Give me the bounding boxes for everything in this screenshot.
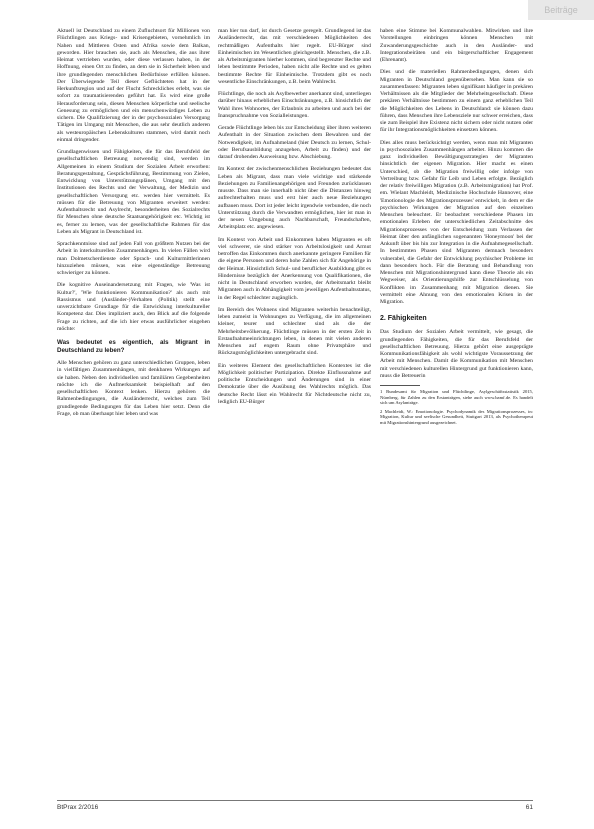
- paragraph: Im Kontext von Arbeit und Einkommen haben Migranten es oft viel schwerer, sie sind stärker von Arbeitslosigkeit und Armut betroffen das Einkommen durch anerkannte geringere Familien für die eigene Personen und deren hohe Zahlen sich für Angehörige in der Heimat. Hinsichtlich Schul- und beruflicher Ausbildung gibt es Hindernisse bezüglich der Anerkennung von Qualifikationen, die nicht in Deutschland erworben wurden, der Arbeitsmarkt bleibt Migranten auch in Abhängigkeit vom jeweiligen Aufenthaltsstatus, in der Regel schlechter zugänglich.: [218, 236, 371, 301]
- paragraph: Grundlagenwissen und Fähigkeiten, die für das Berufsfeld der gesellschaftlichen Betreuung notwendig sind, werden im Allgemeinen in einem Studium der Sozialen Arbeit erworben: Beratungsgestaltung, Gesprächsführung, Bestimmung von Zielen, Entwicklung von Unterstützungsplänen, Umgang mit den Institutionen des Rechts und der Verwaltung, der Medizin und gesellschaftlichen Versorgung etc. werden hier vermittelt. Es müssen für die Betreuung von Migranten erweitert werden: Aufenthaltsrecht und Asylrecht, besonderheiten des Sozialrechts für Menschen ohne deutsche Staatsangehörigkeit etc. Wichtig ist es, ferner zu lernen, was der gesellschaftliche Rahmen für das Leben als Migrant in Deutschland ist.: [57, 149, 210, 235]
- footnote: 2 Machleidt, W.: Emotionologie. Psychodynamik des Migrationsprozesses, in: Migration, Kultur und seelische Gesundheit, Stuttgart 2013, als Psychotherapeut mit Migrationshintergrund ausgezeichnet.: [380, 408, 533, 425]
- column-3: [380, 28, 533, 789]
- paragraph: Dies und die materiellen Rahmenbedingungen, denen sich Migranten in Deutschland gegenübersehen. Man kann sie so zusammenfassen: Migranten leben signifikant häufiger in prekären Verhältnissen als die Mitglieder der Mehrheitsgesellschaft. Diese prekären Verhältnisse bestimmen zu einem ganz erheblichen Teil die Möglichkeiten des Lebens in Deutschland: sie können dazu führen, dass Menschen ihre Lebensziele nur schwer erreichen, dass sie zum Beispiel ihre Existenz nicht sichern oder nicht nutzen oder für ihr Integrationsmöglichkeiten einsetzen können.: [380, 69, 533, 134]
- journal-issue: BtPrax 2/2016: [57, 804, 99, 811]
- paragraph: Sprachkenntnisse sind auf jeden Fall von größtem Nutzen bei der Arbeit in interkulturellen Zusammenhängen. In vielen Fällen wird man Dolmetscherdienste oder Sprach- und Kulturmittlerinnen hinzuziehen müssen, was eine eigenständige Betreuung schwieriger zu können.: [57, 241, 210, 276]
- page-number: 61: [525, 804, 533, 811]
- paragraph: Ein weiteres Element des gesellschaftlichen Kontextes ist die Möglichkeit politischer Partizipation. Direkte Einflussnahme auf politische Entscheidungen und Änderungen sind in einer Demokratie über die Ausübung des Wahlrechts möglich. Das deutsche Recht lässt ein Wahlrecht für Nichtdeutsche nicht zu, lediglich EU-Bürger: [218, 362, 371, 405]
- section-tab: Beiträge: [528, 0, 594, 20]
- paragraph: Das Studium der Sozialen Arbeit vermittelt, wie gesagt, die grundlegenden Fähigkeiten, die für das Berufsfeld der gesellschaftlichen Betreuung. Hierzu gehört eine ausgeprägte Kommunikationsfähigkeit als wohl wichtigste Voraussetzung der Arbeit mit Menschen. Damit die Kommunikation mit Menschen mit verschiedenen kulturellen Hintergrund gut funktionieren kann, muss die Betreuerin: [380, 329, 533, 379]
- paragraph: haben eine Stimme bei Kommunalwahlen. Mitwirken und ihre Vorstellungen einbringen können Menschen mit Zuwanderungsgeschichte auch in den Ausländer- und Integrationsbeiräten und ein bürgerschaftlicher Engagement (Ehrenamt).: [380, 28, 533, 63]
- paragraph: man hier tun darf, ist durch Gesetze geregelt. Grundlegend ist das Ausländerrecht, das mit verschiedenen Möglichkeiten des rechtmäßigen Aufenthalts hier regelt. EU-Bürger sind Einheimischen im Wesentlichen gleichgestellt. Menschen, die z.B. als Arbeitsmigranten hierher kommen, sind begrenzter Rechte und leben bestimmte Perioden, haben nicht alle Rechte und es gelten bestimmte Rechte für Einheimische. Trotzdem gibt es noch wesentliche Einschränkungen, z.B. beim Wahlrecht.: [218, 28, 371, 85]
- subheading: Was bedeutet es eigentlich, als Migrant in Deutschland zu leben?: [57, 339, 210, 354]
- paragraph: Flüchtlinge, die noch als Asylbewerber anerkannt sind, unterliegen darüber hinaus erheblichen Einschränkungen, z.B. hinsichtlich der Wahl ihres Wohnortes, der Erlaubnis zu arbeiten und auch bei der Inanspruchnahme von Sozialleistungen.: [218, 91, 371, 119]
- paragraph: Aktuell ist Deutschland zu einem Zufluchtsort für Millionen von Flüchtlingen aus Kriegs- und Krisengebieten, vornehmlich im Nahen und Mittleren Osten und Afrika sowie dem Balkan, geworden. Hier brauchen sie, auch als Menschen, die aus ihrer Heimat vertrieben wurden, oder diese verlassen haben, in der Hoffnung, einen Ort zu finden, an dem sie in Sicherheit leben und ihre grundlegenden menschlichen Bedürfnisse erfüllen können. Der Überwiegende Teil dieser Geflüchteten hat in der Herkunftsregion und auf der Flucht Schreckliches erlebt, was sie sofort zu traumatisierenden geführt hat. Es wird eine große Herausforderung sein, diesen Menschen körperliche und seelische Genesung zu ermöglichen und ein menschenwürdiges Leben zu sichern. Die Qualifizierung der in der psychosozialen Versorgung Tätigen im Umgang mit Menschen, die aus sehr deutlich anderen als westeuropäischen Lebenskulturen stammen, wird damit noch einmal dringender.: [57, 28, 210, 143]
- paragraph: Im Kontext der zwischenmenschlichen Beziehungen bedeutet das Leben als Migrant, dass man viele wichtige und stärkende Beziehungen zu Familienangehörigen und Freunden zurücklassen musste. Dass man sie innerhalb nicht über die Distanzen hinweg aufrechterhalten muss und erst hier auch neue Beziehungen aufbauen muss. Dort ist jeder leicht irgendwie verbunden, die noch Unterstützung durch die Verwandten ermöglichen, hier ist man in der neuen Umgebung auch Nachbarschaft, Freundschaften, Arbeitsplatz etc. angewiesen.: [218, 166, 371, 231]
- paragraph: Die kognitive Auseinandersetzung mit Fragen, wie 'Was ist Kultur?', 'Wie funktionieren Kommunikation?' als auch mit Rassismus und (Ausländer-)Verhalten (Politik) stellt eine unverzichtbare Grundlage für die Entwicklung interkultureller Kompetenz dar. Dies impliziert auch, den Blick auf die folgende Frage zu richten, auf die ich hier etwas ausführlicher eingehen möchte:: [57, 282, 210, 332]
- paragraph: Dies alles muss berücksichtigt werden, wenn man mit Migranten in psychosozialen Zusammenhängen arbeitet. Hinzu kommen die ganz individuellen Bewältigungsstrategien der Migranten hinsichtlich der eigenen Migration. Hier macht es einen Unterschied, ob die Migration freiwillig oder infolge von Vertreibung bzw. Gefahr für Leib und Leben erfolgte. Bezüglich der relativ freiwilligen Migration (z.B. Arbeitsmigration) hat Prof. em. Wielant Machleidt, Medizinische Hochschule Hannover, eine 'Emotionologie des Migrationsprozesses' entwickelt, in dem er die psychischen Wirkungen der Migration auf den einzelnen Menschen beleuchtet. Er beobachtet verschiedene Phasen im emotionalen Erleben der unterschiedlichen Zeitabschnitte des Migrationsprozesses von der Entscheidung zum Verlassen der Heimat über den anfänglichen sogenannten 'Honeymoon' bei der Ankunft über bis hin zur Integration in die Aufnahmegesellschaft. In bestimmten Phasen sind Migranten demnach besonders vulnerabel, die Gefahr der Entwicklung psychischer Probleme ist dann besonders hoch. Für die Beratung und Behandlung von Menschen mit Migrationshintergrund kann diese Theorie als ein Wegweiser, als Orientierungshilfe zur Entschlüsselung von Konflikten im Zusammenhang mit Migration dienen. Sie vermittelt eine Ahnung von den emotionalen Krisen in der Migration.: [380, 139, 533, 305]
- column-2: [218, 28, 371, 789]
- column-1: [57, 28, 210, 789]
- paragraph: Gerade Flüchtlinge leben bis zur Entscheidung über ihren weiteren Aufenthalt in der Situation zwischen dem Bewahren und der Notwendigkeit, im Aufnahmeland (hier Deutsch zu lernen, Schul- oder Berufsausbildung anzugehen, Arbeit zu finden) und der darauf drohenden Ausweisung bzw. Abschiebung.: [218, 125, 371, 160]
- paragraph: Im Bereich des Wohnens sind Migranten weiterhin benachteiligt, leben zumeist in Wohnungen zu Verfügung, die im allgemeinen kleiner, teurer und schlechter sind als die der Mehrheitsbevölkerung. Flüchtlinge müssen in der ersten Zeit in Erstaufnahmeeinrichtungen leben, in denen mit vielen anderen Menschen auf engem Raum ohne Privatsphäre und Rückzugsmöglichkeiten untergebracht sind.: [218, 306, 371, 357]
- paragraph: Alle Menschen gehören zu ganz unterschiedlichen Gruppen, leben in vielfältigen Zusammenhängen, mit denkbaren Wirkungen auf sie haben. Neben den individuellen und familiären Gegebenheiten möchte ich die Aufmerksamkeit beispielhaft auf den gesellschaftlichen Kontext lenken. Hierzu gehören die Rahmenbedingungen, die Ausländerrecht, welches zum Teil grundlegende Bedingungen für das Leben hier setzt. Denn die Frage, ob man überhaupt hier leben und was: [57, 360, 210, 417]
- footnote: 1 Bundesamt für Migration und Flüchtlinge, Asylgeschäftsstatistik 2015, Nürnberg, für Zahlen zu den Erstanträgen, siehe auch www.bamf.de. Es handelt sich um Asylanträge.: [380, 389, 533, 406]
- footnote-divider: [380, 385, 420, 386]
- page-footer: [57, 800, 533, 811]
- section-heading: 2. Fähigkeiten: [380, 315, 427, 323]
